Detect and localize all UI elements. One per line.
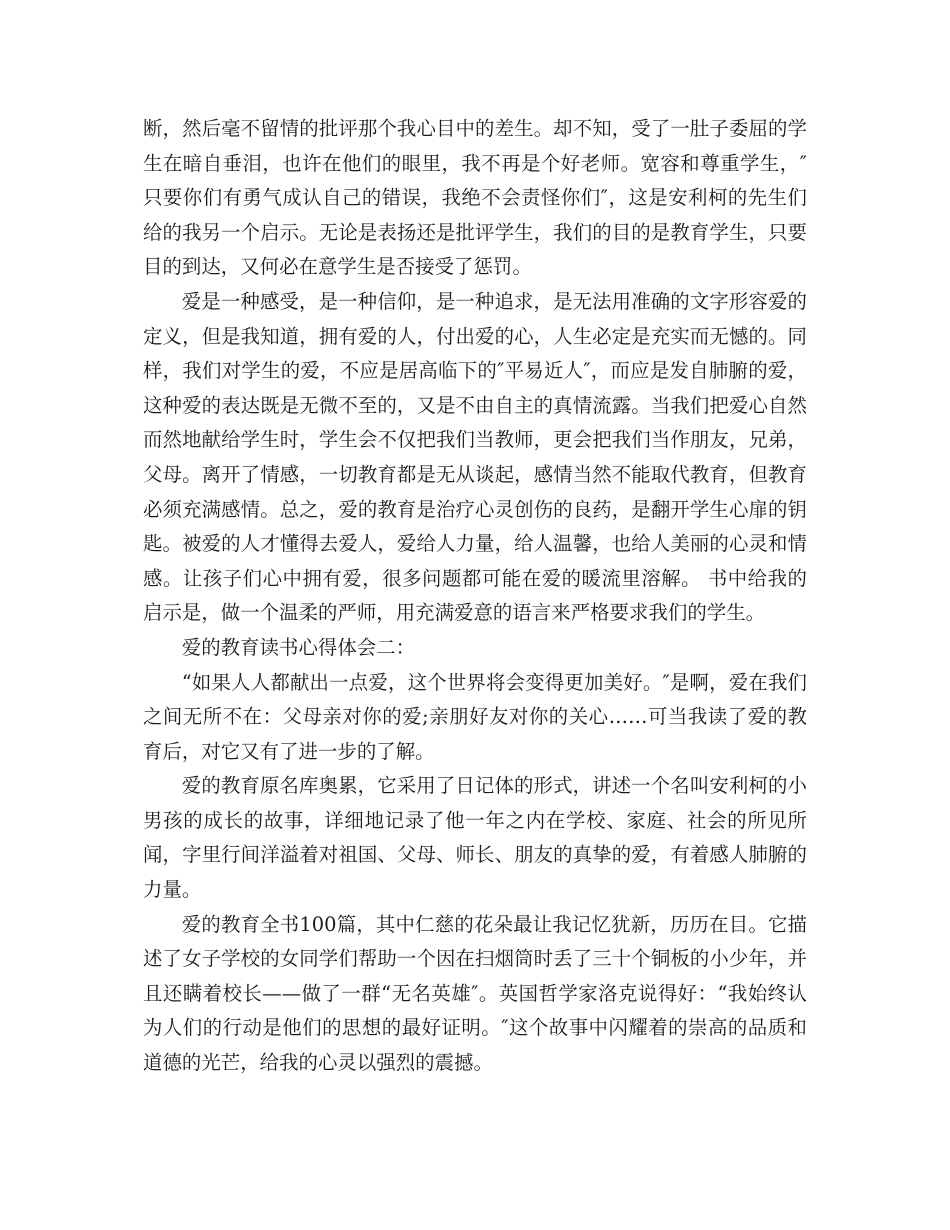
paragraph-continuation: 断，然后毫不留情的批评那个我心目中的差生。却不知，受了一肚子委屈的学生在暗自垂泪，也许在他们的眼里，我不再是个好老师。宽容和尊重学生，″只要你们有勇气成认自己的错误，我绝不会责怪你们″，这是安利柯的先生们给的我另一个启示。无论是表扬还是批评学生，我们的目的是教育学生，只要目的到达，又何必在意学生是否接受了惩罚。 [143, 117, 807, 279]
section-heading-reflection-two: 爱的教育读书心得体会二： [181, 635, 416, 659]
paragraph-story-highlight: 爱的教育全书100篇，其中仁慈的花朵最让我记忆犹新，历历在目。它描述了女子学校的女同学们帮助一个因在扫烟筒时丢了三十个铜板的小少年，并且还瞒着校长——做了一群“无名英雄″。英国哲学家洛克说得好：“我始终认为人们的行动是他们的思想的最好证明。″这个故事中闪耀着的崇高的品质和道德的光芒，给我的心灵以强烈的震撼。 [143, 912, 807, 1075]
document-body [143, 112, 807, 1081]
paragraph-quote-intro: “如果人人都献出一点爱，这个世界将会变得更加美好。″是啊，爱在我们之间无所不在：父母亲对你的爱;亲朋好友对你的关心……可当我读了爱的教育后，对它又有了进一步的了解。 [143, 670, 807, 763]
paragraph-book-summary: 爱的教育原名库奥累，它采用了日记体的形式，讲述一个名叫安利柯的小男孩的成长的故事，详细地记录了他一年之内在学校、家庭、社会的所见所闻，字里行间洋溢着对祖国、父母、师长、朋友的真挚的爱，有着感人肺腑的力量。 [143, 774, 807, 902]
paragraph-love-reflection: 爱是一种感受，是一种信仰，是一种追求，是无法用准确的文字形容爱的定义，但是我知道，拥有爱的人，付出爱的心，人生必定是充实而无憾的。同样，我们对学生的爱，不应是居高临下的″平易近人″，而应是发自肺腑的爱，这种爱的表达既是无微不至的，又是不由自主的真情流露。当我们把爱心自然而然地献给学生时，学生会不仅把我们当教师，更会把我们当作朋友，兄弟，父母。离开了情感，一切教育都是无从谈起，感情当然不能取代教育，但教育必须充满感情。总之，爱的教育是治疗心灵创伤的良药，是翻开学生心扉的钥匙。被爱的人才懂得去爱人，爱给人力量，给人温馨，也给人美丽的心灵和情感。让孩子们心中拥有爱，很多问题都可能在爱的暖流里溶解。 书中给我的启示是，做一个温柔的严师，用充满爱意的语言来严格要求我们的学生。 [143, 289, 807, 625]
